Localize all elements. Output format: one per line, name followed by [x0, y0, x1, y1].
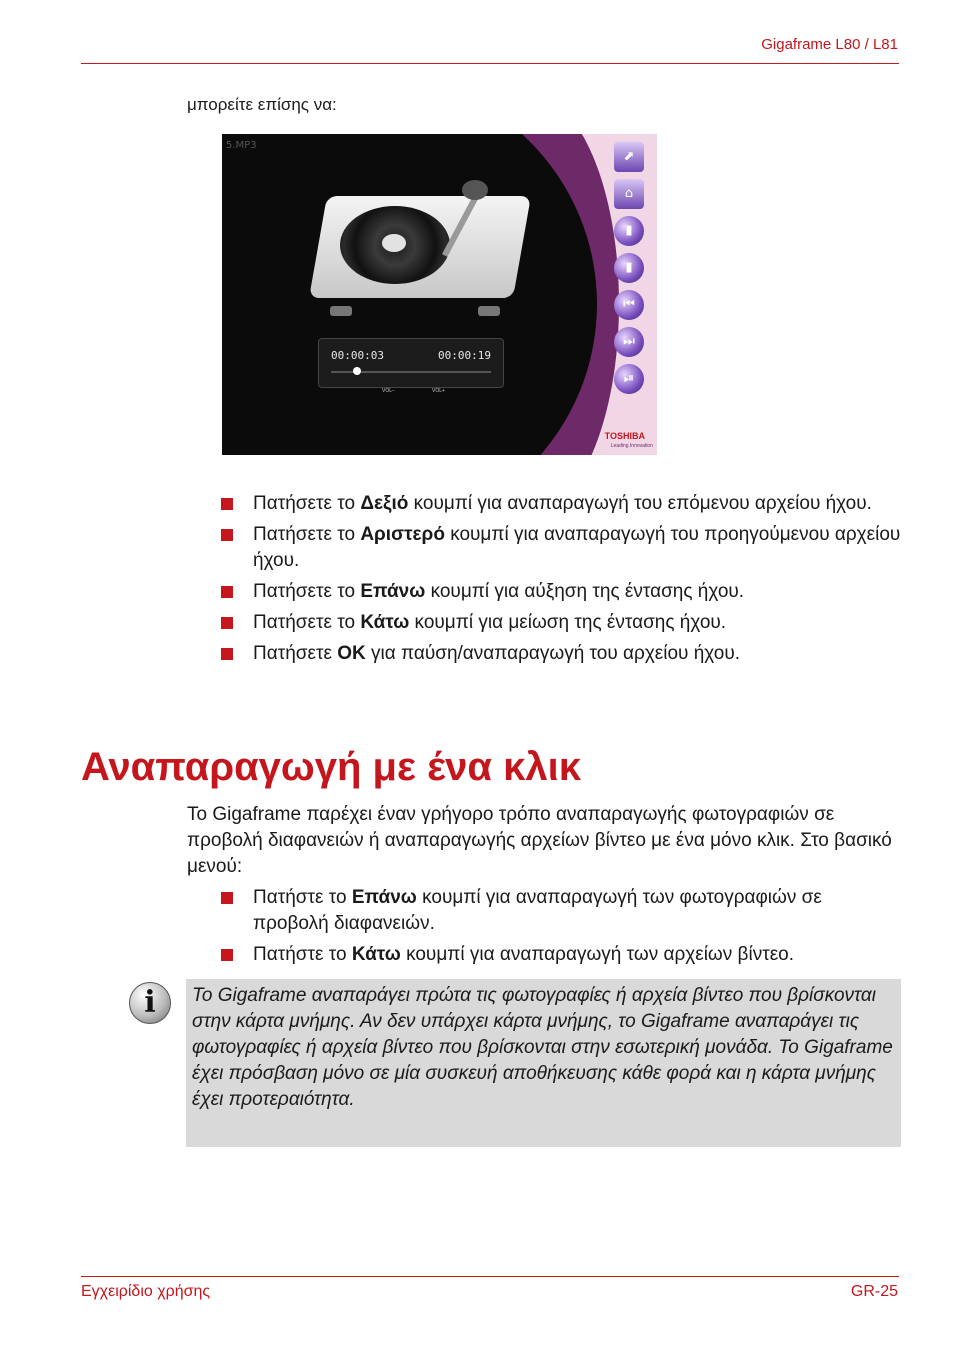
- equalizer-icon: ▮: [614, 216, 644, 246]
- nav-icon-column: [609, 142, 649, 401]
- brand-tagline: Leading Innovation: [610, 443, 653, 449]
- equalizer-alt-icon: ▮: [614, 253, 644, 283]
- list-item: Πατήσετε το Αριστερό κουμπί για αναπαραγωγή του προηγούμενου αρχείου ήχου.: [221, 522, 901, 574]
- brand-logo: TOSHIBA: [604, 431, 645, 441]
- audio-controls-list: [221, 491, 901, 672]
- section-paragraph: Το Gigaframe παρέχει έναν γρήγορο τρόπο αναπαραγωγής φωτογραφιών σε προβολή διαφανειών ή αναπαραγωγής αρχείων βίντεο με ένα μόνο κλικ. Στο βασικό μενού:: [187, 804, 892, 877]
- list-item: Πατήσετε το Επάνω κουμπί για αύξηση της έντασης ήχου.: [221, 579, 901, 605]
- bullet-square-icon: [221, 529, 233, 541]
- one-click-list: [221, 885, 901, 973]
- home-icon: ⌂: [614, 179, 644, 209]
- footer-rule: [81, 1276, 899, 1277]
- next-icon: ⏭: [614, 327, 644, 357]
- section-title: Αναπαραγωγή με ένα κλικ: [81, 745, 582, 789]
- back-arrow-icon: ⬈: [614, 142, 644, 172]
- list-item: Πατήστε το Επάνω κουμπί για αναπαραγωγή των φωτογραφιών σε προβολή διαφανειών.: [221, 885, 901, 937]
- elapsed-time: 00:00:03: [331, 349, 384, 362]
- list-item: Πατήσετε το Δεξιό κουμπί για αναπαραγωγή του επόμενου αρχείου ήχου.: [221, 491, 901, 517]
- bullet-square-icon: [221, 586, 233, 598]
- tonearm-weight: [462, 180, 488, 200]
- bullet-square-icon: [221, 617, 233, 629]
- turntable-foot: [478, 306, 500, 316]
- footer-manual-title: Εγχειρίδιο χρήσης: [81, 1283, 211, 1300]
- screenshot-file-tag: 5.MP3: [226, 140, 257, 151]
- note-box: Το Gigaframe αναπαράγει πρώτα τις φωτογραφίες ή αρχεία βίντεο που βρίσκονται στην κάρτα μνήμης. Αν δεν υπάρχει κάρτα μνήμης, το Gigaframe αναπαράγει τις φωτογραφίες ή αρχεία βίντεο που βρίσκονται στην εσωτερική μονάδα. Το Gigaframe έχει πρόσβαση μόνο σε μία συσκευή αποθήκευσης κάθε φορά και η κάρτα μνήμης έχει προτεραιότητα.: [186, 979, 901, 1147]
- record-label: [382, 234, 406, 252]
- previous-icon: ⏮: [614, 290, 644, 320]
- player-screenshot: [222, 134, 657, 455]
- bullet-square-icon: [221, 892, 233, 904]
- running-header: Gigaframe L80 / L81: [761, 36, 898, 53]
- playback-panel: [318, 338, 504, 388]
- bullet-square-icon: [221, 648, 233, 660]
- vol-up-label: VOL+: [432, 388, 445, 394]
- turntable-foot: [330, 306, 352, 316]
- total-time: 00:00:19: [438, 349, 491, 362]
- header-rule: [81, 63, 899, 64]
- list-item: Πατήσετε το Κάτω κουμπί για μείωση της έντασης ήχου.: [221, 610, 901, 636]
- page-number: GR-25: [850, 1283, 898, 1300]
- bullet-square-icon: [221, 949, 233, 961]
- intro-text: μπορείτε επίσης να:: [187, 95, 337, 114]
- progress-knob: [353, 367, 361, 375]
- list-item: Πατήσετε OK για παύση/αναπαραγωγή του αρχείου ήχου.: [221, 641, 901, 667]
- bullet-square-icon: [221, 498, 233, 510]
- info-icon: i: [129, 982, 171, 1024]
- list-item: Πατήστε το Κάτω κουμπί για αναπαραγωγή των αρχείων βίντεο.: [221, 942, 901, 968]
- play-pause-icon: ⏯: [614, 364, 644, 394]
- vol-down-label: VOL−: [382, 388, 395, 394]
